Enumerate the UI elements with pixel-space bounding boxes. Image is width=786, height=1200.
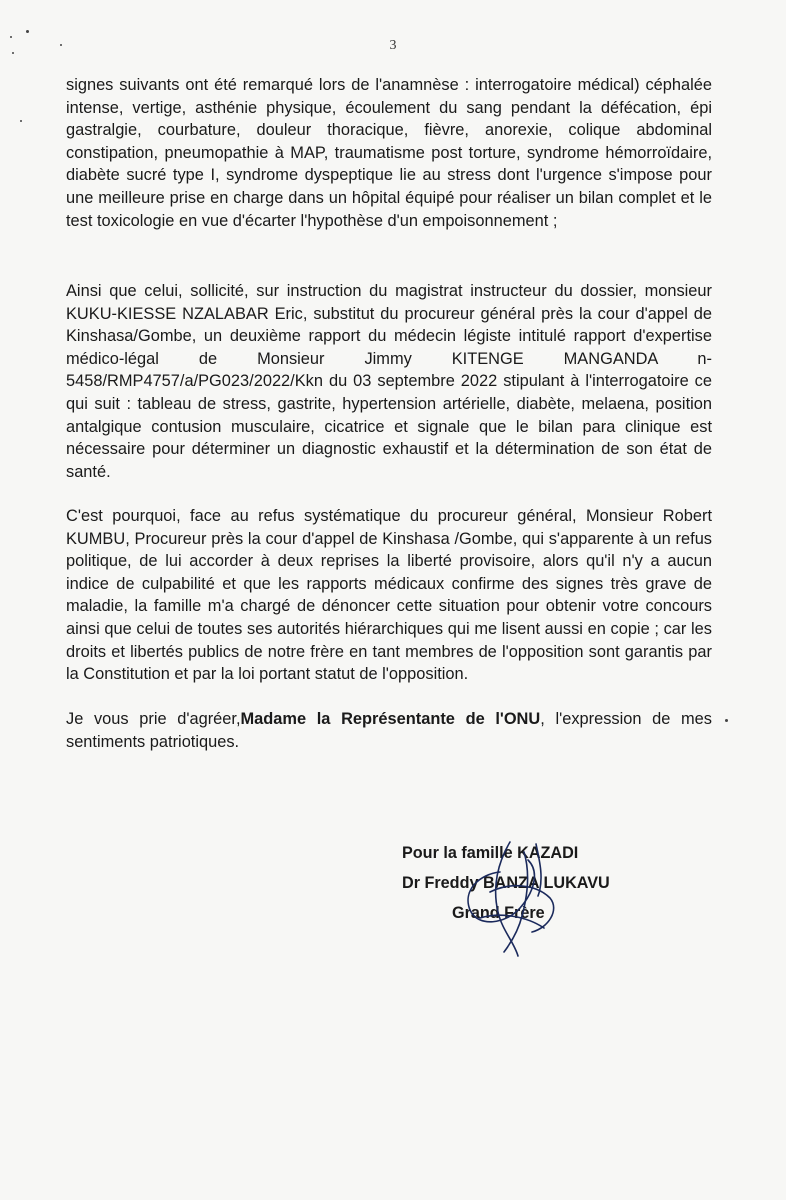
scan-speck xyxy=(20,120,22,122)
paragraph-text: Ainsi que celui, sollicité, sur instruction du magistrat instructeur du dossier, monsieur KUKU-KIESSE NZALABAR Eric, substitut du procureur général près la cour d'appel de Kinshasa/Gombe, un deuxième rapport du médecin légiste intitulé rapport d'expertise médico-légal de Monsieur Jimmy KITENGE MANGANDA n-5458/RMP4757/a/PG023/2022/Kkn du 03 septembre 2022 stipulant à l'interrogatoire ce qui suit : tableau de stress, gastrite, hypertension artérielle, diabète, melaena, position antalgique contusion musculaire, cicatrice et signale que le bilan para clinique est nécessaire pour déterminer un diagnostic exhaustif et la détermination de son état de santé. xyxy=(66,282,712,481)
scan-speck xyxy=(26,30,29,33)
paragraph-second-report xyxy=(66,280,712,483)
scan-speck xyxy=(60,44,62,46)
closing-text-end: , l'expression de mes sentiments patriotiques. xyxy=(66,710,712,751)
page-number: 3 xyxy=(389,38,397,53)
scan-speck xyxy=(12,52,14,54)
paragraph-symptoms xyxy=(66,74,712,232)
closing-recipient: Madame la Représentante de l'ONU xyxy=(240,710,541,728)
signature-line-name: Dr Freddy BANZA LUKAVU xyxy=(402,874,610,892)
paragraph-text: signes suivants ont été remarqué lors de l'anamnèse : interrogatoire médical) céphalée intense, vertige, asthénie physique, écoulement du sang pendant la défécation, épi gastralgie, courbature, douleur thoracique, fièvre, anorexie, colique abdominal constipation, pneumopathie à MAP, traumatisme post torture, syndrome hémorroïdaire, diabète sucré type I, syndrome dyspeptique lie au stress dont l'urgence s'impose pour une meilleure prise en charge dans un hôpital équipé pour réaliser un bilan complet et le test toxicologie en vue d'écarter l'hypothèse d'un empoisonnement ; xyxy=(66,76,712,230)
closing-text-start: Je vous prie d'agréer, xyxy=(66,710,241,728)
handwritten-signature xyxy=(440,832,580,962)
signature-line-family: Pour la famille KAZADI xyxy=(402,844,579,862)
paragraph-denunciation xyxy=(66,505,712,686)
paragraph-closing xyxy=(66,708,712,753)
scan-speck xyxy=(10,36,12,38)
paragraph-text: C'est pourquoi, face au refus systématique du procureur général, Monsieur Robert KUMBU, Procureur près la cour d'appel de Kinshasa /Gombe, qui s'apparente à un refus politique, de lui accorder à deux reprises la liberté provisoire, alors qu'il n'y a aucun indice de culpabilité et que les rapports médicaux confirme des signes très grave de maladie, la famille m'a chargé de dénoncer cette situation pour obtenir votre concours ainsi que celui de toutes ses autorités hiérarchiques qui me lisent aussi en copie ; car les droits et libertés publics de notre frère en tant membres de l'opposition sont garantis par la Constitution et par la loi portant statut de l'opposition. xyxy=(66,507,712,684)
signature-line-title: Grand Frère xyxy=(452,904,545,922)
scan-speck xyxy=(725,719,728,722)
closing-text xyxy=(66,708,712,753)
